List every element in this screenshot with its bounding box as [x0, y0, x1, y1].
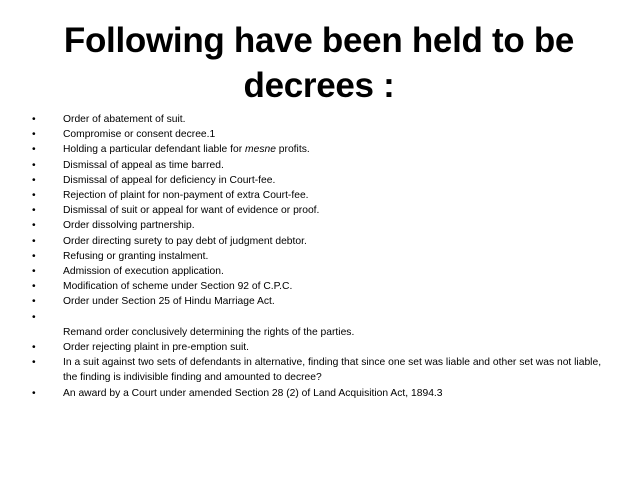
- list-item-text: Rejection of plaint for non-payment of extra Court-fee.: [63, 190, 309, 202]
- bullet-icon: •: [32, 357, 36, 369]
- list-item: [26, 355, 606, 385]
- list-item: [26, 218, 606, 233]
- bullet-icon: •: [32, 114, 36, 125]
- list-item: [26, 264, 606, 279]
- list-item: [26, 173, 606, 188]
- bullet-icon: •: [32, 205, 36, 217]
- list-item-text: Order directing surety to pay debt of judgment debtor.: [63, 235, 307, 247]
- list-item: [26, 158, 606, 173]
- list-item-text: Order of abatement of suit.: [63, 114, 186, 125]
- bullet-icon: •: [32, 159, 36, 171]
- list-item-text-end: profits.: [275, 144, 310, 156]
- list-item-text: Modification of scheme under Section 92 of C.P.C.: [63, 281, 293, 293]
- bullet-icon: •: [32, 311, 36, 323]
- list-item: [26, 203, 606, 218]
- list-item-text: Compromise or consent decree.1: [63, 129, 216, 141]
- list-item: [26, 325, 606, 340]
- list-item-text: Remand order conclusively determining the rights of the parties.: [63, 326, 355, 338]
- list-item: [26, 310, 606, 325]
- list-item-text: An award by a Court under amended Section 28 (2) of Land Acquisition Act, 1894.3: [63, 387, 443, 399]
- list-item: [26, 386, 606, 401]
- bullet-icon: •: [32, 144, 36, 156]
- bullet-icon: •: [32, 235, 36, 247]
- list-item-text: Dismissal of appeal for deficiency in Court-fee.: [63, 174, 276, 186]
- list-item: [26, 127, 606, 142]
- list-item-text: Admission of execution application.: [63, 266, 224, 278]
- list-item-text: Dismissal of suit or appeal for want of evidence or proof.: [63, 205, 320, 217]
- list-item: [26, 188, 606, 203]
- bullet-icon: •: [32, 220, 36, 232]
- bullet-icon: •: [32, 281, 36, 293]
- list-item-text: [63, 144, 310, 155]
- slide-title: Following have been held to be decrees :: [63, 21, 575, 105]
- bullet-icon: •: [32, 387, 36, 399]
- list-item-text: Order under Section 25 of Hindu Marriage Act.: [63, 296, 275, 308]
- list-item: [26, 294, 606, 309]
- list-item-text: Order dissolving partnership.: [63, 220, 195, 232]
- list-item-text-emphasis: mesne: [245, 144, 276, 156]
- list-item: [26, 234, 606, 249]
- list-item-text: Dismissal of appeal as time barred.: [63, 159, 224, 171]
- list-item: [26, 249, 606, 264]
- list-item-text-start: Holding a particular defendant liable for: [63, 144, 246, 156]
- bullet-icon: •: [32, 129, 36, 141]
- bullet-icon: •: [32, 250, 36, 262]
- list-item-text: Order rejecting plaint in pre-emption suit.: [63, 342, 250, 354]
- bullet-icon: •: [32, 342, 36, 354]
- list-item: [26, 142, 606, 157]
- bullet-icon: •: [32, 296, 36, 308]
- list-item: [26, 279, 606, 294]
- list-item-text: Refusing or granting instalment.: [63, 250, 209, 262]
- list-item-text: In a suit against two sets of defendants in alternative, finding that since one set was liable and other set was not liable, the finding is indivisible finding and amounted to decree?: [63, 357, 602, 384]
- bullet-icon: •: [32, 266, 36, 278]
- list-item: [26, 112, 606, 127]
- bullet-icon: •: [32, 190, 36, 202]
- bullet-icon: •: [32, 174, 36, 186]
- list-item: [26, 340, 606, 355]
- bullet-list: [26, 112, 606, 401]
